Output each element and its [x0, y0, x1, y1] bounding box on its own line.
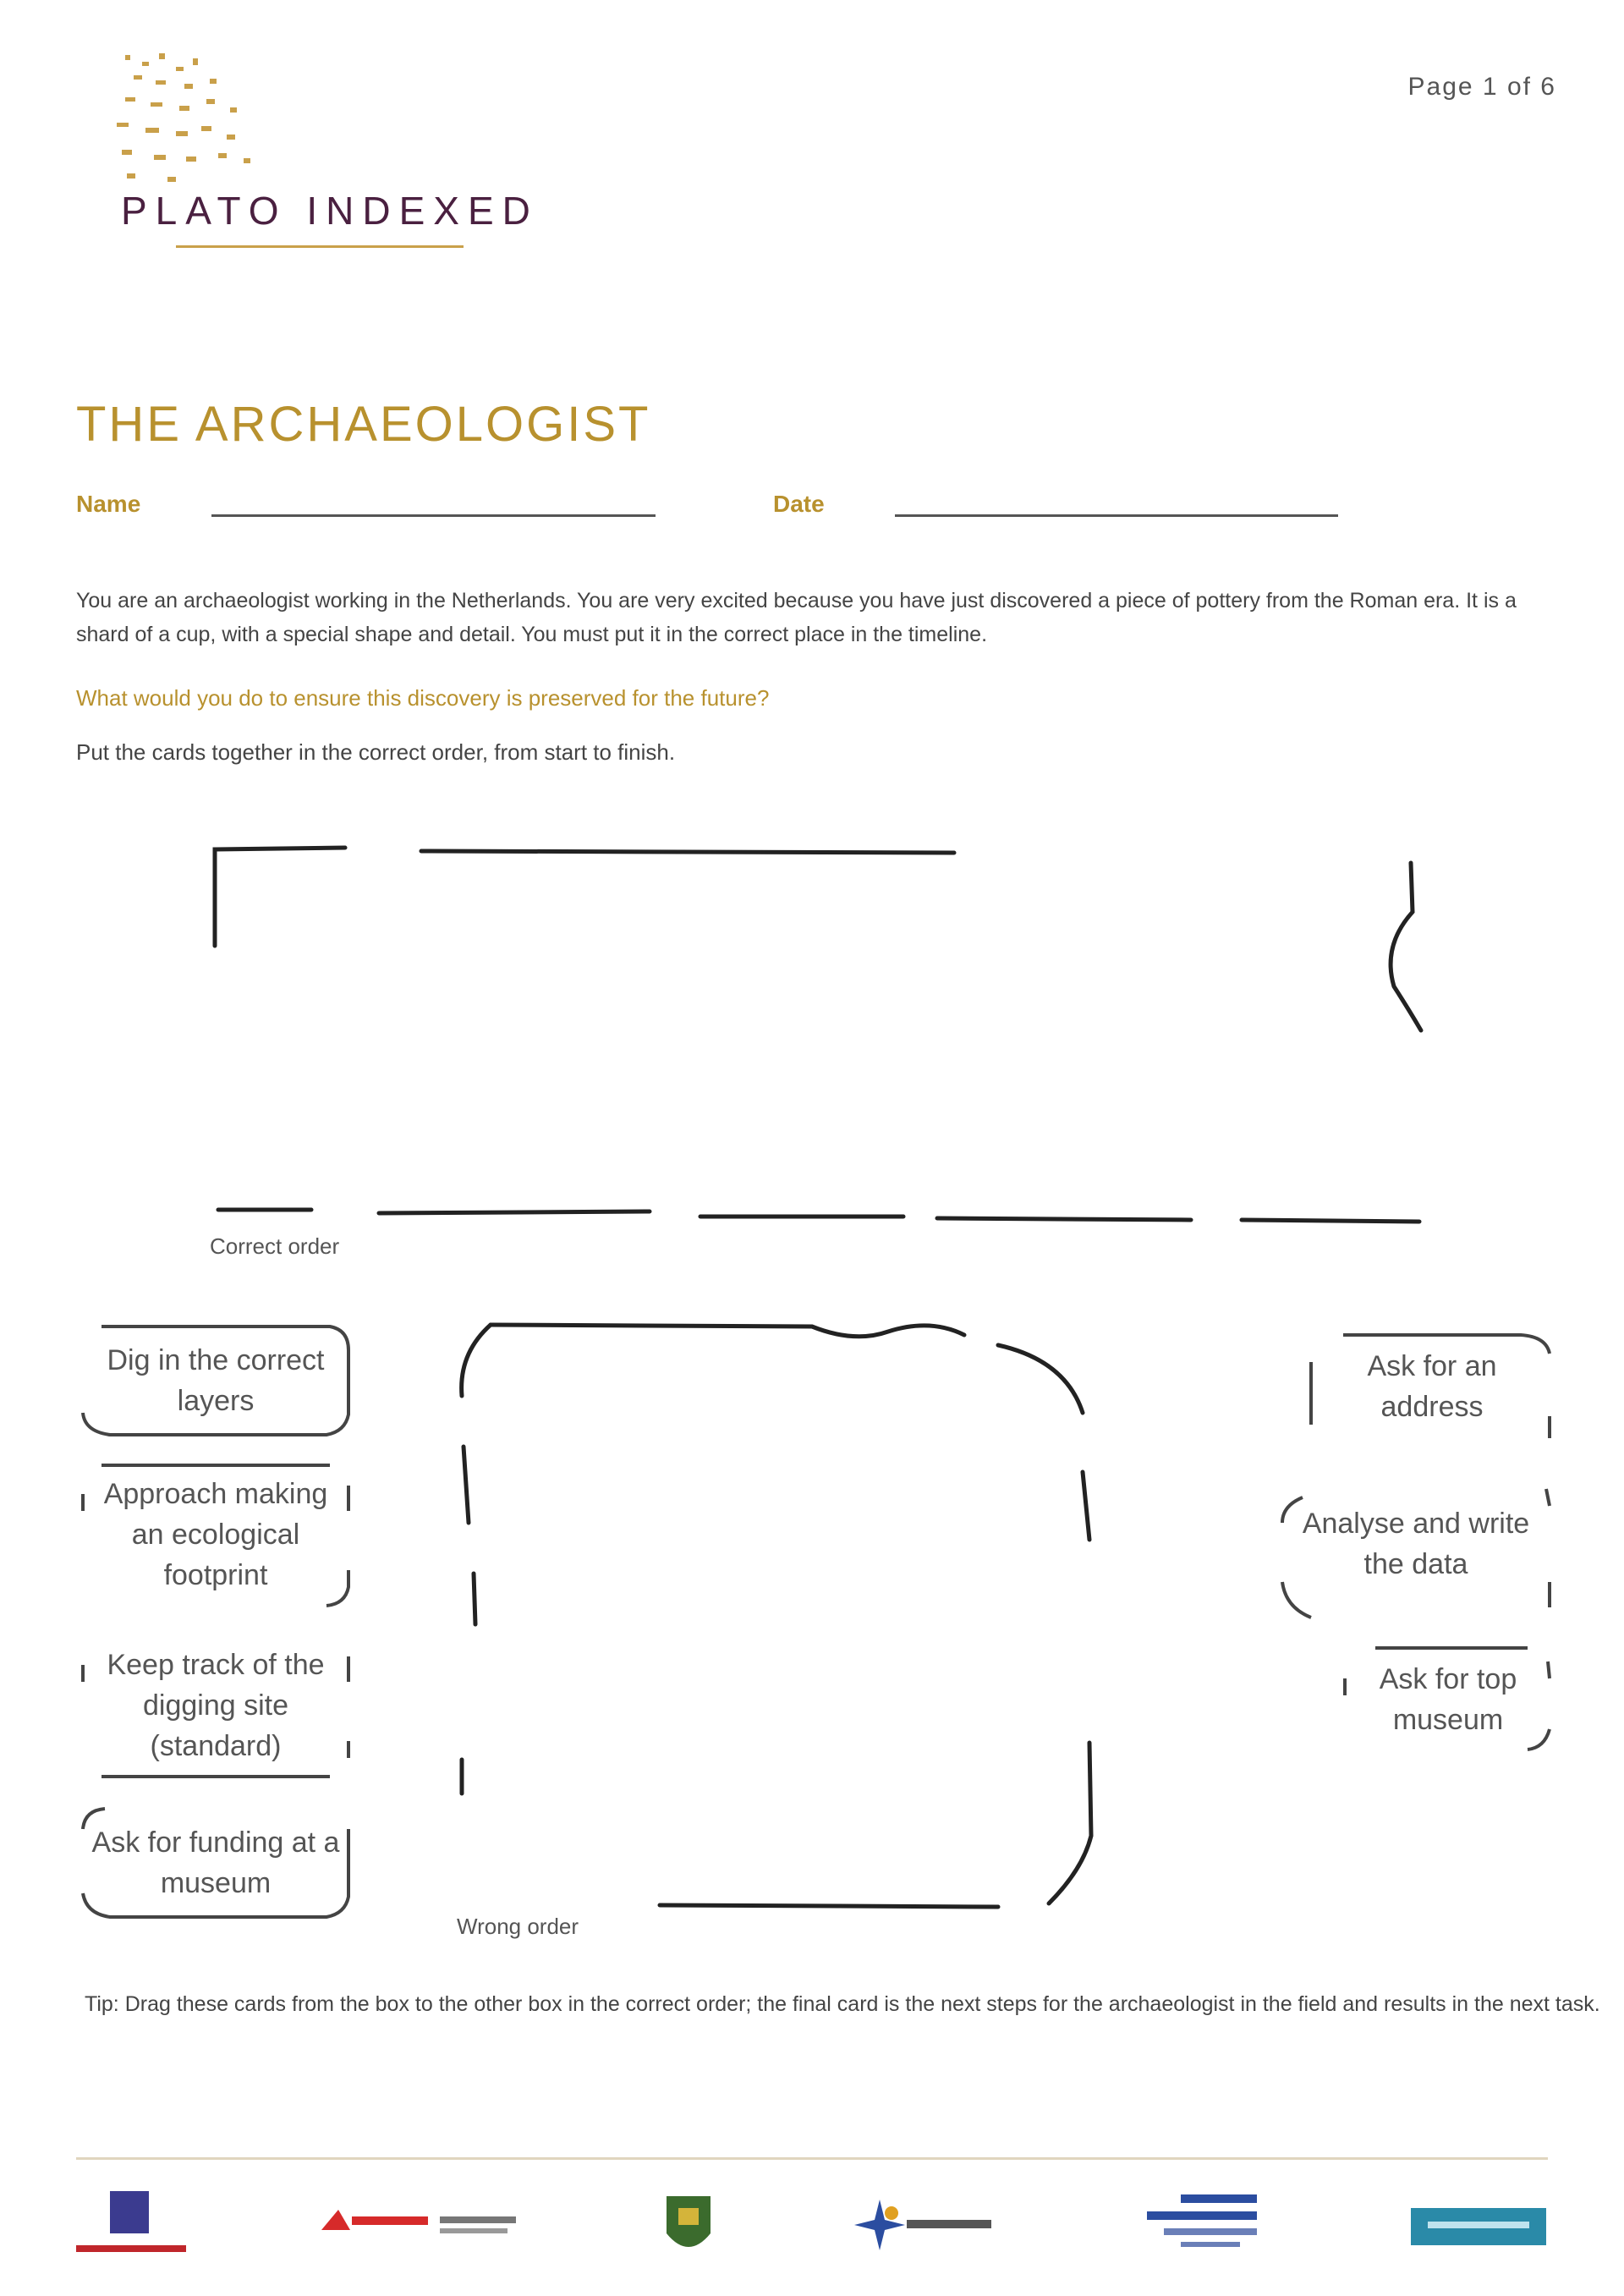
option-card-top-museum[interactable]: [1341, 1645, 1555, 1755]
option-label: Dig in the correct layers: [107, 1344, 325, 1417]
option-card-analyse-data[interactable]: [1277, 1464, 1555, 1624]
footer-tip: Tip: Drag these cards from the box to the other box in the correct order; the final card is the next steps for the archaeologist in the field and results in the next task.: [85, 1992, 1600, 2016]
wrong-order-label: Wrong order: [457, 1914, 579, 1939]
option-label: Ask for an address: [1367, 1350, 1497, 1423]
option-card-dig-layers[interactable]: [76, 1321, 355, 1440]
option-card-digging-site[interactable]: [76, 1631, 355, 1780]
name-field[interactable]: [211, 514, 656, 517]
date-label: Date: [773, 491, 825, 517]
footer-divider: [76, 2157, 1548, 2160]
option-label: Analyse and write the data: [1302, 1508, 1530, 1580]
university-logo: [76, 2191, 195, 2259]
option-label: Keep track of the digging site (standard): [107, 1649, 325, 1762]
correct-order-label: Correct order: [210, 1233, 340, 1259]
intro-paragraph: You are an archaeologist working in the Netherlands. You are very excited because you have just discovered a piece of pottery from the Roman era. It is a shard of a cup, with a special shape and detail. You must put it in the correct place in the timeline.: [76, 589, 1517, 646]
teal-banner-logo: [1411, 2191, 1548, 2259]
option-card-ecological-footprint[interactable]: [76, 1460, 355, 1609]
green-shield-logo: [663, 2191, 714, 2259]
plato-indexed-logo: [74, 47, 539, 258]
page-number: Page 1 of 6: [1407, 73, 1556, 101]
name-label: Name: [76, 491, 141, 517]
logo-wordmark: PLATO INDEXED: [121, 189, 539, 233]
wrong-order-box[interactable]: [457, 1320, 1193, 1912]
red-brand-logo: [313, 2191, 524, 2259]
option-label: Ask for funding at a museum: [91, 1826, 340, 1899]
instruction-text: Put the cards together in the correct order, from start to finish.: [76, 739, 676, 765]
option-label: Ask for top museum: [1379, 1663, 1517, 1736]
correct-order-box[interactable]: [210, 844, 1428, 1225]
star-logo: [854, 2191, 998, 2259]
blue-heritage-logo: [1130, 2191, 1274, 2259]
worksheet-title: THE ARCHAEOLOGIST: [76, 397, 651, 452]
question-text: What would you do to ensure this discovery is preserved for the future?: [76, 685, 770, 711]
option-card-address[interactable]: [1309, 1332, 1555, 1442]
date-field[interactable]: [895, 514, 1338, 517]
option-label: Approach making an ecological footprint: [103, 1478, 328, 1591]
option-card-museum-funding[interactable]: [76, 1804, 355, 1922]
